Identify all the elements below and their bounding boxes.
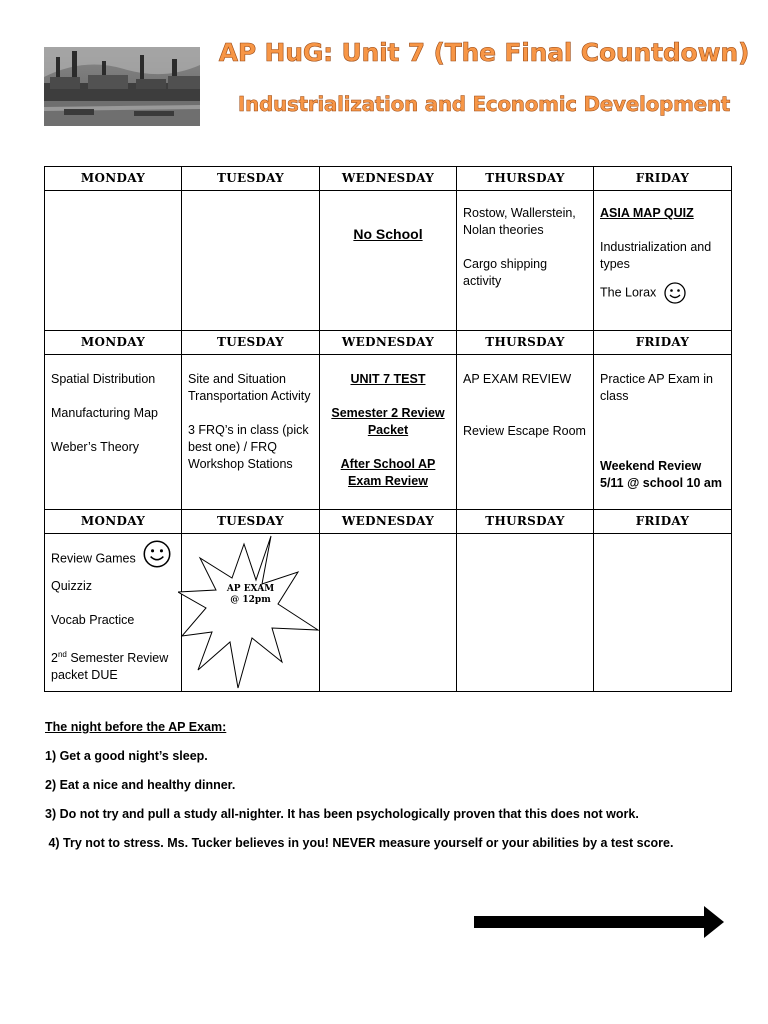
week1-friday-cell [594,191,732,331]
starburst-shape [178,532,320,692]
week2-day-header-row [45,331,732,355]
notes-item: 1) Get a good night’s sleep. [45,749,208,763]
week1-monday-cell [45,191,182,331]
page-subtitle: Industrialization and Economic Development [237,92,731,116]
ap-exam-time: @ 12pm [230,595,271,605]
day-header-friday: FRIDAY [594,510,732,534]
ap-exam-label [182,584,319,606]
unit-calendar-table [44,166,732,692]
week2-friday-cell [594,355,732,510]
schedule-item: Review Escape Room [463,424,586,438]
schedule-item: Rostow, Wallerstein, Nolan theories [463,206,576,237]
ordinal-suffix: nd [57,650,67,659]
day-header-wednesday: WEDNESDAY [320,167,457,191]
smiley-icon [664,282,686,304]
week2-monday-cell [45,355,182,510]
week3-row [45,534,732,692]
night-before-notes [45,719,673,864]
day-header-tuesday: TUESDAY [182,510,320,534]
schedule-item-label: Review Games [51,551,136,566]
week3-tuesday-cell [182,534,320,692]
schedule-item: 5/11 @ school 10 am [600,476,722,490]
week2-row [45,355,732,510]
schedule-item: AP EXAM REVIEW [463,372,572,386]
day-header-wednesday: WEDNESDAY [320,510,457,534]
notes-item: 2) Eat a nice and healthy dinner. [45,778,236,792]
schedule-item: Weekend Review [600,459,702,473]
schedule-item [51,550,175,568]
day-header-monday: MONDAY [45,510,182,534]
page-title: AP HuG: Unit 7 (The Final Countdown) [218,38,750,67]
notes-heading: The night before the AP Exam: [45,720,227,734]
week2-thursday-cell [457,355,594,510]
week3-friday-cell [594,534,732,692]
schedule-item [600,282,725,304]
day-header-monday: MONDAY [45,167,182,191]
week3-monday-cell [45,534,182,692]
day-header-wednesday: WEDNESDAY [320,331,457,355]
schedule-item: Cargo shipping activity [463,257,548,288]
schedule-item: Site and Situation Transportation Activity [188,372,311,403]
ordinal-number: 2 [51,651,58,666]
schedule-item: Spatial Distribution [51,372,156,386]
schedule-item: 3 FRQ’s in class (pick best one) / FRQ Workshop Stations [188,423,309,471]
schedule-item-label: Semester Review packet DUE [51,651,169,683]
no-school-label: No School [353,226,423,242]
notes-item: 4) Try not to stress. Ms. Tucker believes in you! NEVER measure yourself or your abilities by a test score. [45,836,674,850]
week3-day-header-row [45,510,732,534]
industrial-factory-photo [44,47,200,126]
week1-wednesday-cell [320,191,457,331]
schedule-item: Weber’s Theory [51,440,140,454]
schedule-item: UNIT 7 TEST [350,372,426,386]
day-header-thursday: THURSDAY [457,510,594,534]
schedule-item: Vocab Practice [51,613,135,627]
schedule-item: Practice AP Exam in class [600,372,714,403]
schedule-item-label: The Lorax [600,285,657,300]
smiley-icon [143,540,171,568]
day-header-thursday: THURSDAY [457,167,594,191]
week3-wednesday-cell [320,534,457,692]
week1-day-header-row [45,167,732,191]
schedule-item: Quizziz [51,579,92,593]
week1-tuesday-cell [182,191,320,331]
day-header-tuesday: TUESDAY [182,331,320,355]
day-header-friday: FRIDAY [594,331,732,355]
day-header-monday: MONDAY [45,331,182,355]
week2-wednesday-cell [320,355,457,510]
day-header-friday: FRIDAY [594,167,732,191]
week1-thursday-cell [457,191,594,331]
schedule-item: ASIA MAP QUIZ [600,206,694,220]
week3-thursday-cell [457,534,594,692]
day-header-thursday: THURSDAY [457,331,594,355]
schedule-item [51,646,175,684]
week2-tuesday-cell [182,355,320,510]
schedule-item: After School AP Exam Review [340,457,436,488]
day-header-tuesday: TUESDAY [182,167,320,191]
schedule-item: Manufacturing Map [51,406,159,420]
notes-item: 3) Do not try and pull a study all-nighter. It has been psychologically proven that this does not work. [45,807,639,821]
right-arrow-icon [474,906,724,938]
ap-exam-starburst [182,534,319,691]
schedule-item: Semester 2 Review Packet [331,406,445,437]
ap-exam-title: AP EXAM [226,584,275,594]
week1-row [45,191,732,331]
schedule-item: Industrialization and types [600,240,712,271]
